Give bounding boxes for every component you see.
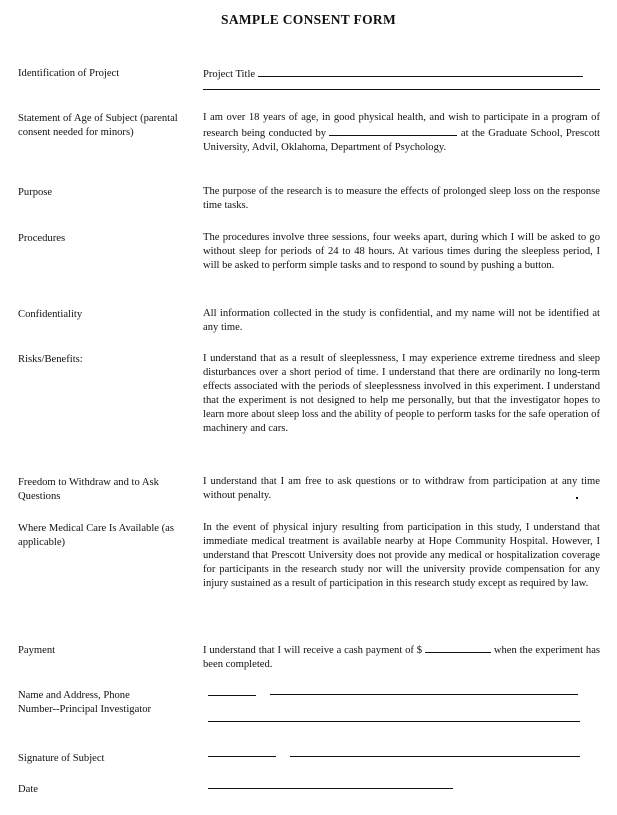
freedom-to-withdraw-text: I understand that I am free to ask questions or to withdraw from participation at any time without penalty.: [203, 476, 600, 501]
label-date: Date: [18, 784, 38, 795]
project-title-field-line-2[interactable]: [203, 89, 600, 90]
date-field[interactable]: [208, 788, 453, 789]
payment-amount-field[interactable]: [425, 642, 491, 653]
label-signature-of-subject: Signature of Subject: [18, 753, 105, 764]
label-statement-of-age: Statement of Age of Subject (parental consent needed for minors): [18, 113, 178, 138]
statement-of-age-text-b: at the Graduate School, Prescott University, Advil, Oklahoma, Department of Psychology.: [203, 128, 601, 153]
label-risks-benefits: Risks/Benefits:: [18, 354, 83, 365]
form-title: SAMPLE CONSENT FORM: [221, 12, 396, 27]
investigator-name-field[interactable]: [208, 695, 256, 696]
label-confidentiality: Confidentiality: [18, 309, 83, 320]
label-identification: Identification of Project: [18, 68, 120, 79]
statement-of-age-text-a: I am over 18 years of age, in good physical health, and wish to participate in a program of research being conducted by: [203, 112, 600, 139]
label-payment: Payment: [18, 645, 56, 656]
payment-text: [203, 642, 600, 672]
label-principal-investigator: Name and Address, Phone Number--Principal Investigator: [18, 690, 152, 715]
procedures-text: The procedures involve three sessions, four weeks apart, during which I will be asked to go without sleep for periods of 24 to 48 hours. At various times during the sleepless period, I will be asked to perform simple tasks and to respond to sound by pushing a button.: [203, 232, 600, 271]
scan-speck: [576, 497, 578, 499]
researcher-name-field[interactable]: [329, 125, 457, 136]
purpose-text: The purpose of the research is to measure the effects of prolonged sleep loss on the response time tasks.: [203, 186, 600, 211]
payment-text-b: when the experiment has been completed.: [203, 645, 601, 670]
label-purpose: Purpose: [18, 187, 53, 198]
signature-field-a[interactable]: [208, 756, 276, 757]
label-medical-care: Where Medical Care Is Available (as applicable): [18, 523, 174, 548]
investigator-address-field[interactable]: [270, 694, 578, 695]
medical-care-text: In the event of physical injury resulting from participation in this study, I understand that immediate medical treatment is available nearby at Hope Community Hospital. However, I understand that Prescott University does not provide any medical or hospitalization coverage for participants in the research study nor will the university provide compensation for any injury sustained as a result of participation in this research study except as required by law.: [203, 522, 600, 589]
payment-text-a: I understand that I will receive a cash payment of $: [203, 645, 423, 656]
signature-field-b[interactable]: [290, 756, 580, 757]
confidentiality-text: All information collected in the study is confidential, and my name will not be identified at any time.: [203, 308, 600, 333]
project-title-field[interactable]: [258, 66, 583, 77]
label-freedom-to-withdraw: Freedom to Withdraw and to Ask Questions: [18, 477, 159, 502]
project-title-label: Project Title: [203, 69, 256, 80]
project-title-row: [203, 66, 600, 82]
risks-benefits-text: I understand that as a result of sleeplessness, I may experience extreme tiredness and sleep disturbances over a short period of time. I understand that there are ordinarily no long-term effects associated with the periods of sleeplessness involved in this experiment. I understand that the experiment is not designed to help me personally, but that the investigator hopes to learn more about sleep loss and the ability of people to perform tasks for the safe operation of machinery and cars.: [203, 353, 600, 434]
statement-of-age-text: [203, 111, 600, 155]
label-procedures: Procedures: [18, 233, 66, 244]
investigator-phone-field[interactable]: [208, 721, 580, 722]
